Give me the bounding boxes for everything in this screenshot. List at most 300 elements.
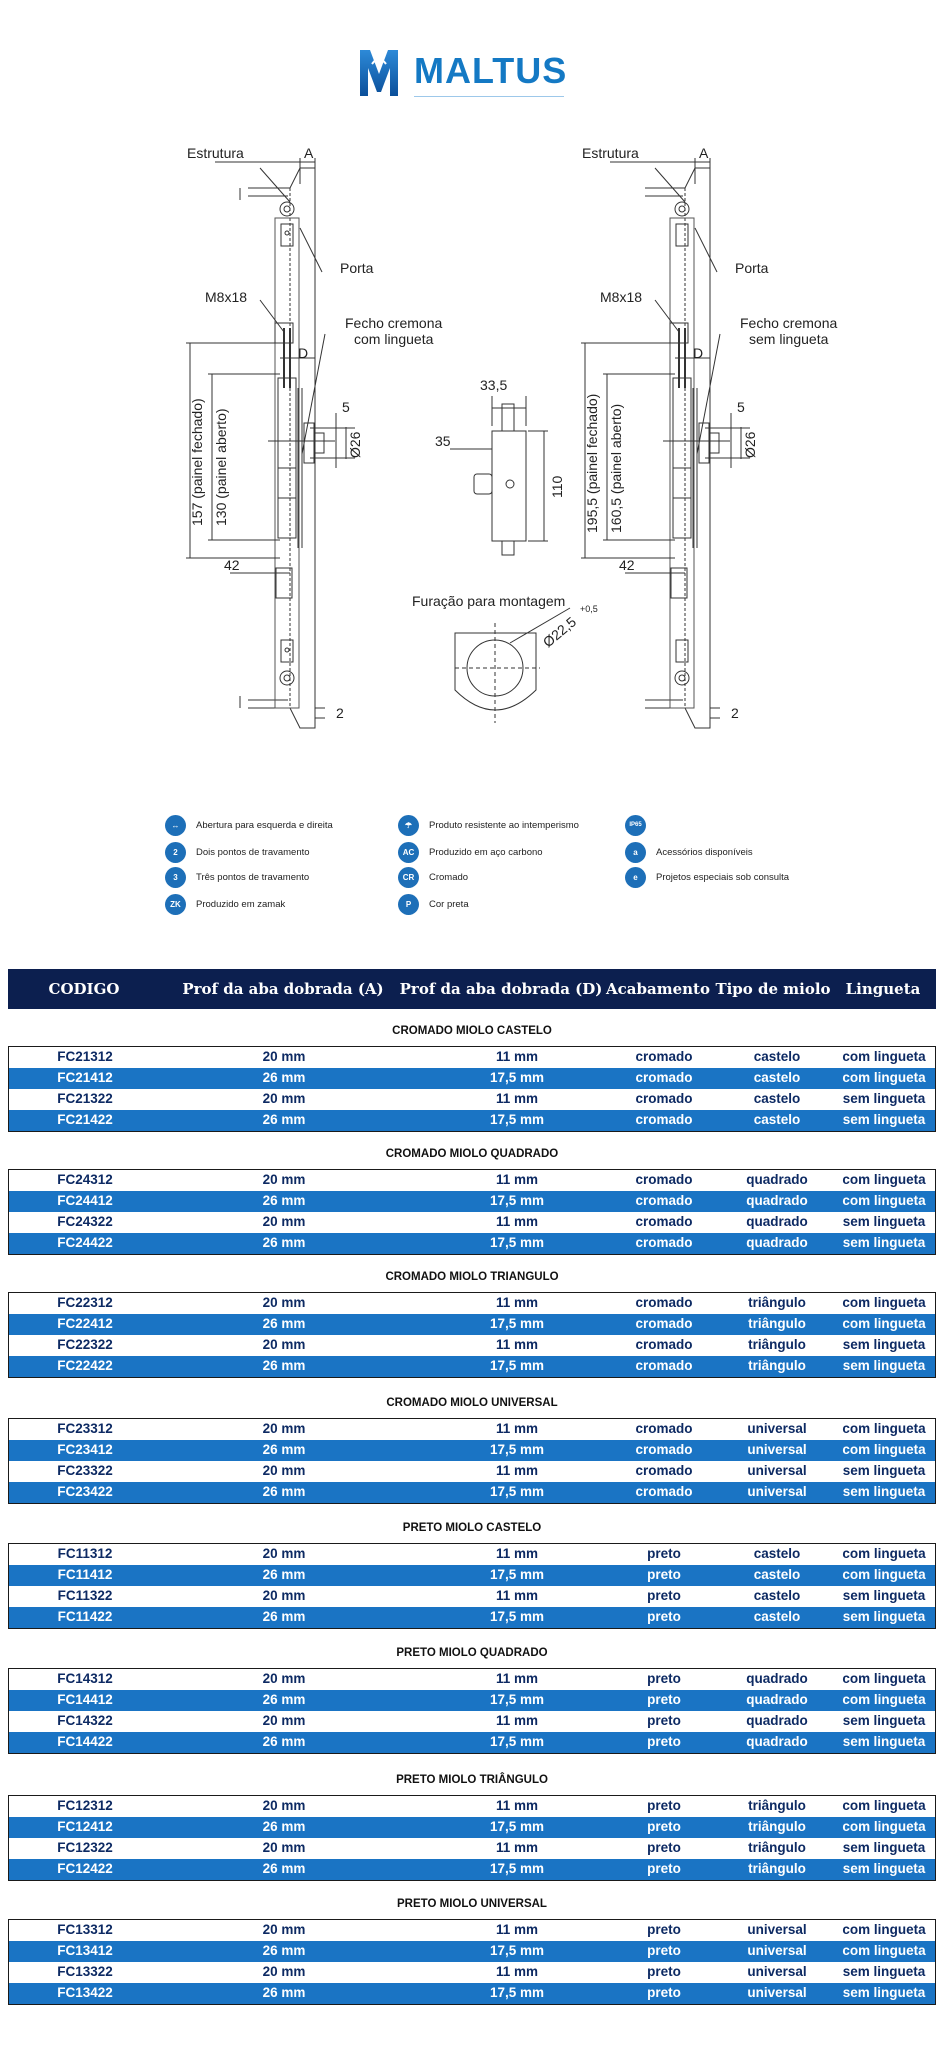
table-row <box>9 1711 935 1732</box>
label-estrutura-left: Estrutura <box>187 145 244 161</box>
group-title: PRETO MIOLO QUADRADO <box>396 1647 548 1659</box>
label-d-left: D <box>298 345 309 361</box>
cell-acabamento: cromado <box>635 1442 693 1457</box>
cell-miolo: universal <box>747 1922 807 1937</box>
cell-lingueta: com lingueta <box>842 1546 926 1561</box>
header-codigo: CODIGO <box>48 980 120 998</box>
table-row <box>9 1859 935 1880</box>
cell-aba-d: 17,5 mm <box>489 1567 545 1582</box>
cell-miolo: castelo <box>753 1070 801 1085</box>
legend-item <box>165 866 309 888</box>
legend-item <box>398 866 468 888</box>
cell-codigo: FC13422 <box>57 1985 113 2000</box>
cell-codigo: FC24422 <box>57 1235 113 1250</box>
cell-aba-d: 17,5 mm <box>489 1985 545 2000</box>
label-m8-right: M8x18 <box>600 289 643 305</box>
cell-lingueta: sem lingueta <box>842 1091 926 1106</box>
cell-acabamento: cromado <box>635 1112 693 1127</box>
cell-codigo: FC12412 <box>57 1819 113 1834</box>
label-furacao: Furação para montagem <box>412 593 566 609</box>
cell-aba-d: 17,5 mm <box>489 1861 545 1876</box>
cell-acabamento: cromado <box>635 1421 693 1436</box>
label-fecho1-right: Fecho cremona <box>740 315 838 331</box>
cell-acabamento: preto <box>647 1546 681 1561</box>
table-row <box>9 1293 935 1314</box>
cell-aba-d: 11 mm <box>495 1214 539 1229</box>
cell-codigo: FC11412 <box>57 1567 113 1582</box>
cell-lingueta: sem lingueta <box>842 1484 926 1499</box>
cell-lingueta: sem lingueta <box>842 1214 926 1229</box>
cell-acabamento: preto <box>647 1734 681 1749</box>
cell-aba-d: 11 mm <box>495 1337 539 1352</box>
label-five-right: 5 <box>737 399 745 415</box>
cell-codigo: FC13322 <box>57 1964 113 1979</box>
cell-miolo: quadrado <box>746 1193 808 1208</box>
label-diam-22-5: Ø22,5 <box>539 613 580 651</box>
table-row <box>9 1565 935 1586</box>
cell-aba-a: 20 mm <box>262 1049 306 1064</box>
cell-codigo: FC21312 <box>57 1049 113 1064</box>
cell-codigo: FC23422 <box>57 1484 113 1499</box>
label-2-right: 2 <box>731 705 739 721</box>
cell-miolo: castelo <box>753 1091 801 1106</box>
cell-aba-a: 20 mm <box>262 1671 306 1686</box>
cell-codigo: FC21422 <box>57 1112 113 1127</box>
cell-lingueta: com lingueta <box>842 1295 926 1310</box>
table-row <box>9 1920 935 1941</box>
table-row <box>9 1191 935 1212</box>
table-row <box>9 1690 935 1711</box>
cell-acabamento: preto <box>647 1861 681 1876</box>
cell-miolo: triângulo <box>748 1861 806 1876</box>
label-fecho1-left: Fecho cremona <box>345 315 443 331</box>
cell-lingueta: com lingueta <box>842 1798 926 1813</box>
cell-miolo: triângulo <box>748 1295 806 1310</box>
group-title: CROMADO MIOLO TRIANGULO <box>385 1271 559 1283</box>
cell-codigo: FC12322 <box>57 1840 113 1855</box>
cell-acabamento: preto <box>647 1692 681 1707</box>
cell-lingueta: sem lingueta <box>842 1861 926 1876</box>
cell-codigo: FC24322 <box>57 1214 113 1229</box>
label-a-right: A <box>699 145 709 161</box>
cell-aba-d: 17,5 mm <box>489 1609 545 1624</box>
cell-codigo: FC23322 <box>57 1463 113 1478</box>
cell-aba-d: 17,5 mm <box>489 1358 545 1373</box>
legend-item <box>398 893 469 915</box>
table-row <box>9 1461 935 1482</box>
cell-aba-a: 26 mm <box>262 1358 306 1373</box>
table-row <box>9 1110 935 1131</box>
table-row <box>9 1607 935 1628</box>
cell-miolo: castelo <box>753 1112 801 1127</box>
cell-aba-a: 20 mm <box>262 1798 306 1813</box>
legend-text: Dois pontos de travamento <box>196 846 310 858</box>
cell-codigo: FC24412 <box>57 1193 113 1208</box>
cell-aba-a: 20 mm <box>262 1964 306 1979</box>
cell-lingueta: sem lingueta <box>842 1337 926 1352</box>
cell-miolo: triângulo <box>748 1840 806 1855</box>
cell-aba-d: 11 mm <box>495 1172 539 1187</box>
cell-miolo: universal <box>747 1985 807 2000</box>
cell-miolo: quadrado <box>746 1692 808 1707</box>
legend-item <box>625 866 789 888</box>
label-estrutura-right: Estrutura <box>582 145 639 161</box>
legend-text: Cromado <box>429 871 469 883</box>
table-row <box>9 1314 935 1335</box>
brand-underline <box>414 96 564 97</box>
cell-miolo: quadrado <box>746 1172 808 1187</box>
legend-item <box>398 841 543 863</box>
label-aberto-left: 130 (painel aberto) <box>213 408 229 526</box>
cell-lingueta: com lingueta <box>842 1567 926 1582</box>
label-fechado-left: 157 (painel fechado) <box>189 398 205 526</box>
cell-miolo: universal <box>747 1421 807 1436</box>
label-porta-left: Porta <box>340 260 374 276</box>
cell-aba-a: 26 mm <box>262 1819 306 1834</box>
cell-aba-d: 17,5 mm <box>489 1235 545 1250</box>
cell-aba-d: 11 mm <box>495 1922 539 1937</box>
table-row <box>9 1544 935 1565</box>
cell-aba-d: 17,5 mm <box>489 1070 545 1085</box>
cell-lingueta: com lingueta <box>842 1922 926 1937</box>
label-42-left: 42 <box>224 557 240 573</box>
cell-aba-a: 26 mm <box>262 1609 306 1624</box>
cell-aba-a: 26 mm <box>262 1484 306 1499</box>
cell-aba-a: 20 mm <box>262 1546 306 1561</box>
cell-lingueta: com lingueta <box>842 1442 926 1457</box>
cell-lingueta: com lingueta <box>842 1049 926 1064</box>
cell-acabamento: cromado <box>635 1484 693 1499</box>
cell-miolo: triângulo <box>748 1798 806 1813</box>
cell-codigo: FC13412 <box>57 1943 113 1958</box>
cell-acabamento: preto <box>647 1588 681 1603</box>
cell-aba-d: 11 mm <box>495 1295 539 1310</box>
cell-aba-a: 26 mm <box>262 1235 306 1250</box>
label-aberto-right: 160,5 (painel aberto) <box>608 403 624 533</box>
zamak-icon: ZK <box>165 894 186 915</box>
black-color-icon: P <box>398 894 419 915</box>
cell-acabamento: preto <box>647 1964 681 1979</box>
cell-codigo: FC24312 <box>57 1172 113 1187</box>
table-row <box>9 1170 935 1191</box>
label-35: 35 <box>435 433 451 449</box>
cell-aba-a: 26 mm <box>262 1567 306 1582</box>
table-row <box>9 1983 935 2004</box>
cell-aba-d: 17,5 mm <box>489 1692 545 1707</box>
brand-logo <box>354 44 568 106</box>
cell-acabamento: preto <box>647 1671 681 1686</box>
cell-lingueta: com lingueta <box>842 1421 926 1436</box>
legend-text: Abertura para esquerda e direita <box>196 819 333 831</box>
cell-lingueta: sem lingueta <box>842 1964 926 1979</box>
cell-aba-a: 26 mm <box>262 1193 306 1208</box>
right-assembly <box>581 158 750 728</box>
cell-miolo: quadrado <box>746 1235 808 1250</box>
product-group <box>8 1919 936 2005</box>
cell-aba-a: 20 mm <box>262 1421 306 1436</box>
label-five-left: 5 <box>342 399 350 415</box>
cell-lingueta: sem lingueta <box>842 1358 926 1373</box>
legend-item <box>625 814 656 836</box>
legend-text: Projetos especiais sob consulta <box>656 871 790 883</box>
cell-aba-d: 11 mm <box>495 1546 539 1561</box>
cell-codigo: FC11422 <box>57 1609 113 1624</box>
cell-aba-d: 11 mm <box>495 1049 539 1064</box>
group-title: PRETO MIOLO TRIÂNGULO <box>396 1774 548 1786</box>
cell-acabamento: cromado <box>635 1172 693 1187</box>
cell-lingueta: sem lingueta <box>842 1985 926 2000</box>
cell-lingueta: com lingueta <box>842 1819 926 1834</box>
cell-aba-d: 17,5 mm <box>489 1442 545 1457</box>
table-row <box>9 1212 935 1233</box>
brand-name: MALTUS <box>414 50 568 91</box>
cell-lingueta: sem lingueta <box>842 1734 926 1749</box>
cell-aba-d: 11 mm <box>495 1964 539 1979</box>
special-projects-icon: e <box>625 867 646 888</box>
chrome-icon: CR <box>398 867 419 888</box>
label-m8-left: M8x18 <box>205 289 248 305</box>
cell-codigo: FC22312 <box>57 1295 113 1310</box>
cell-aba-a: 26 mm <box>262 1985 306 2000</box>
cell-miolo: universal <box>747 1484 807 1499</box>
cell-aba-a: 20 mm <box>262 1713 306 1728</box>
product-group <box>8 1292 936 1378</box>
label-33-5: 33,5 <box>480 377 508 393</box>
legend-item <box>398 814 579 836</box>
cell-acabamento: preto <box>647 1567 681 1582</box>
table-row <box>9 1047 935 1068</box>
label-diam26-left: Ø26 <box>347 431 363 458</box>
table-row <box>9 1068 935 1089</box>
cell-miolo: triângulo <box>748 1337 806 1352</box>
cell-acabamento: cromado <box>635 1295 693 1310</box>
cell-codigo: FC22422 <box>57 1358 113 1373</box>
cell-codigo: FC11322 <box>57 1588 113 1603</box>
table-row <box>9 1233 935 1254</box>
legend-item <box>165 841 310 863</box>
table-row <box>9 1941 935 1962</box>
product-group <box>8 1169 936 1255</box>
header-acabamento: Acabamento <box>606 980 710 998</box>
legend-item <box>165 814 333 836</box>
cell-miolo: quadrado <box>746 1713 808 1728</box>
weather-resistant-icon: ☂ <box>398 815 419 836</box>
cell-aba-a: 26 mm <box>262 1943 306 1958</box>
cell-codigo: FC21322 <box>57 1091 113 1106</box>
table-row <box>9 1732 935 1753</box>
table-row <box>9 1335 935 1356</box>
cell-lingueta: sem lingueta <box>842 1112 926 1127</box>
cell-codigo: FC23312 <box>57 1421 113 1436</box>
cell-lingueta: sem lingueta <box>842 1840 926 1855</box>
table-row <box>9 1586 935 1607</box>
cell-acabamento: cromado <box>635 1091 693 1106</box>
two-points-icon: 2 <box>165 842 186 863</box>
cell-miolo: universal <box>747 1964 807 1979</box>
table-row <box>9 1962 935 1983</box>
cell-lingueta: sem lingueta <box>842 1235 926 1250</box>
cell-aba-a: 26 mm <box>262 1316 306 1331</box>
cell-aba-a: 20 mm <box>262 1091 306 1106</box>
label-d-right: D <box>693 345 704 361</box>
cell-lingueta: com lingueta <box>842 1193 926 1208</box>
label-110: 110 <box>549 475 565 498</box>
cell-acabamento: cromado <box>635 1214 693 1229</box>
cell-acabamento: preto <box>647 1798 681 1813</box>
label-porta-right: Porta <box>735 260 769 276</box>
maltus-m-icon <box>354 44 404 100</box>
cell-aba-a: 26 mm <box>262 1070 306 1085</box>
cell-miolo: quadrado <box>746 1734 808 1749</box>
cell-aba-d: 17,5 mm <box>489 1193 545 1208</box>
table-row <box>9 1669 935 1690</box>
cell-miolo: castelo <box>753 1609 801 1624</box>
cell-acabamento: cromado <box>635 1070 693 1085</box>
cell-lingueta: sem lingueta <box>842 1609 926 1624</box>
drawing-svg <box>150 128 870 788</box>
cell-miolo: triângulo <box>748 1819 806 1834</box>
group-title: CROMADO MIOLO UNIVERSAL <box>386 1397 558 1409</box>
label-42-right: 42 <box>619 557 635 573</box>
cell-aba-d: 17,5 mm <box>489 1316 545 1331</box>
legend-item <box>165 893 285 915</box>
cell-aba-a: 20 mm <box>262 1295 306 1310</box>
carbon-steel-icon: AC <box>398 842 419 863</box>
table-row <box>9 1356 935 1377</box>
cell-codigo: FC12422 <box>57 1861 113 1876</box>
cell-lingueta: sem lingueta <box>842 1463 926 1478</box>
cell-codigo: FC13312 <box>57 1922 113 1937</box>
table-row <box>9 1796 935 1817</box>
cell-codigo: FC12312 <box>57 1798 113 1813</box>
table-row <box>9 1482 935 1503</box>
legend-text: Produzido em zamak <box>196 898 286 910</box>
table-row <box>9 1838 935 1859</box>
group-title: CROMADO MIOLO CASTELO <box>392 1025 552 1037</box>
product-group <box>8 1543 936 1629</box>
cell-aba-d: 11 mm <box>495 1840 539 1855</box>
group-title: PRETO MIOLO UNIVERSAL <box>397 1898 547 1910</box>
cell-codigo: FC21412 <box>57 1070 113 1085</box>
cell-aba-a: 20 mm <box>262 1840 306 1855</box>
cell-aba-a: 26 mm <box>262 1692 306 1707</box>
legend-text: Cor preta <box>429 898 469 910</box>
cell-acabamento: cromado <box>635 1235 693 1250</box>
cell-miolo: universal <box>747 1442 807 1457</box>
feature-legend <box>160 810 840 935</box>
legend-text: Acessórios disponíveis <box>656 846 753 858</box>
product-group <box>8 1418 936 1504</box>
cell-miolo: castelo <box>753 1567 801 1582</box>
cell-acabamento: preto <box>647 1922 681 1937</box>
label-tolerance: +0,5 <box>580 604 598 614</box>
label-fecho2-right: sem lingueta <box>749 331 829 347</box>
technical-drawing <box>150 128 870 788</box>
cell-codigo: FC14322 <box>57 1713 113 1728</box>
cell-acabamento: preto <box>647 1943 681 1958</box>
table-row <box>9 1089 935 1110</box>
cell-aba-d: 11 mm <box>495 1798 539 1813</box>
cell-miolo: quadrado <box>746 1214 808 1229</box>
cell-acabamento: cromado <box>635 1337 693 1352</box>
product-group <box>8 1795 936 1881</box>
center-lock-detail <box>450 396 570 723</box>
cell-codigo: FC14412 <box>57 1692 113 1707</box>
header-aba-a: Prof da aba dobrada (A) <box>182 980 384 998</box>
cell-codigo: FC22412 <box>57 1316 113 1331</box>
ip65-icon: IP65 <box>625 815 646 836</box>
cell-miolo: castelo <box>753 1588 801 1603</box>
cell-aba-d: 17,5 mm <box>489 1819 545 1834</box>
header-lingueta: Lingueta <box>845 980 921 998</box>
cell-miolo: universal <box>747 1463 807 1478</box>
cell-acabamento: preto <box>647 1713 681 1728</box>
open-both-sides-icon: ↔ <box>165 815 186 836</box>
cell-codigo: FC23412 <box>57 1442 113 1457</box>
cell-aba-d: 11 mm <box>495 1421 539 1436</box>
cell-aba-a: 20 mm <box>262 1214 306 1229</box>
cell-codigo: FC11312 <box>57 1546 113 1561</box>
cell-aba-a: 20 mm <box>262 1172 306 1187</box>
table-row <box>9 1440 935 1461</box>
cell-lingueta: com lingueta <box>842 1671 926 1686</box>
group-title: PRETO MIOLO CASTELO <box>402 1522 542 1534</box>
cell-miolo: universal <box>747 1943 807 1958</box>
label-fecho2-left: com lingueta <box>354 331 434 347</box>
cell-aba-d: 11 mm <box>495 1463 539 1478</box>
label-fechado-right: 195,5 (painel fechado) <box>584 393 600 533</box>
header-miolo: Tipo de miolo <box>715 980 831 998</box>
cell-aba-a: 26 mm <box>262 1112 306 1127</box>
cell-lingueta: com lingueta <box>842 1316 926 1331</box>
legend-text: Três pontos de travamento <box>196 871 310 883</box>
cell-aba-a: 20 mm <box>262 1588 306 1603</box>
cell-acabamento: preto <box>647 1985 681 2000</box>
cell-miolo: triângulo <box>748 1316 806 1331</box>
cell-acabamento: preto <box>647 1819 681 1834</box>
cell-aba-a: 20 mm <box>262 1463 306 1478</box>
cell-acabamento: preto <box>647 1609 681 1624</box>
cell-aba-d: 11 mm <box>495 1588 539 1603</box>
cell-aba-a: 26 mm <box>262 1734 306 1749</box>
cell-miolo: quadrado <box>746 1671 808 1686</box>
cell-lingueta: sem lingueta <box>842 1713 926 1728</box>
cell-aba-d: 17,5 mm <box>489 1112 545 1127</box>
cell-aba-a: 20 mm <box>262 1337 306 1352</box>
product-group <box>8 1046 936 1132</box>
table-row <box>9 1817 935 1838</box>
cell-lingueta: com lingueta <box>842 1692 926 1707</box>
cell-lingueta: com lingueta <box>842 1070 926 1085</box>
cell-miolo: castelo <box>753 1546 801 1561</box>
group-title: CROMADO MIOLO QUADRADO <box>385 1148 559 1160</box>
cell-codigo: FC22322 <box>57 1337 113 1352</box>
legend-text: Produzido em aço carbono <box>429 846 543 858</box>
cell-acabamento: preto <box>647 1840 681 1855</box>
cell-miolo: triângulo <box>748 1358 806 1373</box>
cell-acabamento: cromado <box>635 1316 693 1331</box>
cell-lingueta: sem lingueta <box>842 1588 926 1603</box>
cell-aba-a: 20 mm <box>262 1922 306 1937</box>
table-header <box>8 969 936 1009</box>
label-a-left: A <box>304 145 314 161</box>
cell-lingueta: com lingueta <box>842 1943 926 1958</box>
cell-aba-d: 11 mm <box>495 1713 539 1728</box>
cell-aba-a: 26 mm <box>262 1861 306 1876</box>
cell-aba-d: 11 mm <box>495 1671 539 1686</box>
left-assembly <box>186 158 355 728</box>
legend-item <box>625 841 753 863</box>
